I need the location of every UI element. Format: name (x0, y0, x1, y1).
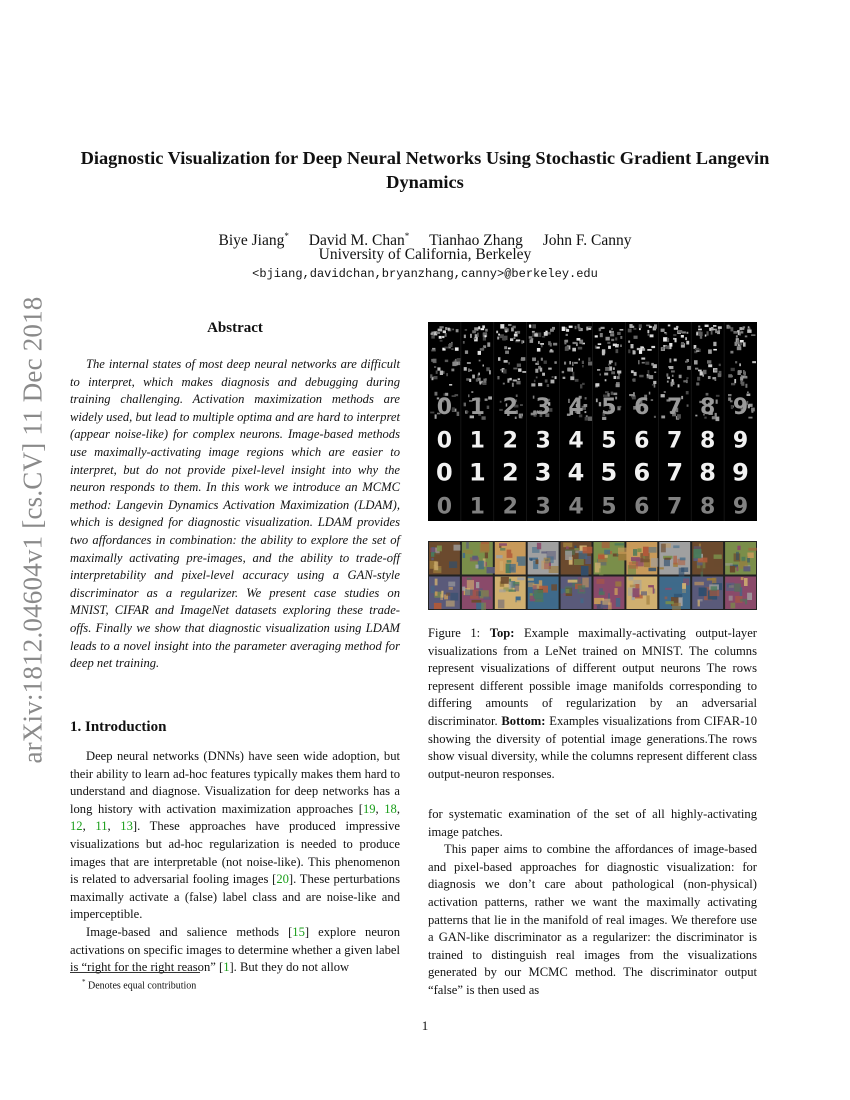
svg-text:0: 0 (436, 458, 453, 487)
mnist-cell (568, 428, 583, 453)
footnote-rule (70, 972, 200, 973)
abstract-heading: Abstract (207, 320, 263, 336)
svg-text:5: 5 (601, 428, 617, 454)
svg-text:1: 1 (469, 494, 485, 520)
figure-caption: Figure 1: Top: Example maximally-activating output-layer visualizations from a LeNet trained on MNIST. The columns represent visualizations of different output neurons The rows represent different possible image manifolds corresponding to differing amounts of regularization by an adversarial discriminator. Bottom: Examples visualizations from CIFAR-10 showing the diversity of potential image generations.The rows show visual diversity, while the columns represent different class output-neuron responses. (428, 626, 757, 781)
mnist-cell (535, 428, 550, 453)
author: Tianhao Zhang (429, 232, 523, 250)
mnist-cell (700, 495, 715, 520)
cifar-cell (594, 577, 625, 610)
author: John F. Canny (542, 232, 632, 250)
cifar-cell (429, 542, 460, 575)
svg-text:7: 7 (666, 458, 684, 487)
cifar-cell (594, 542, 628, 575)
mnist-cell (733, 428, 748, 453)
mnist-cell (470, 428, 485, 453)
svg-text:2: 2 (502, 428, 518, 454)
svg-text:1: 1 (468, 458, 486, 487)
mnist-cell (733, 495, 748, 520)
figure-cifar-grid (428, 541, 757, 610)
svg-text:7: 7 (667, 494, 683, 520)
affiliation: University of California, Berkeley (318, 246, 532, 263)
citation-link[interactable]: 15 (292, 924, 305, 939)
mnist-cell (503, 495, 518, 520)
cifar-cell (462, 542, 497, 575)
citation-link[interactable]: 12 (70, 819, 83, 834)
svg-text:5: 5 (600, 458, 618, 487)
svg-text:0: 0 (436, 395, 453, 421)
abstract-body: The internal states of most deep neural networks are difficult to interpret, which makes diagnosis and debugging during training challenging. Activation maximization methods are widely used, but lead to multiple optima and are hard to interpret (appear noise-like) for complex neurons. Image-based methods use maximally-activating image regions which are easier to interpret, but do not provide pixel-level insight into why the neuron responds to them. In this work we introduce an MCMC method: Langevin Dynamics Activation Maximization (LDAM), which is designed for diagnostic visualization. LDAM provides two affordances in combination: the ability to explore the set of maximally activating pre-images, and the ability to trade-off interpretability and pixel-level accuracy using a GAN-style discriminator as a regularizer. We present case studies on MNIST, CIFAR and ImageNet datasets exploring these trade-offs. Finally we show that diagnostic visualization using LDAM leads to a novel insight into the parameter averaging method for deep net training. (70, 357, 400, 671)
svg-text:5: 5 (601, 395, 617, 421)
svg-text:0: 0 (436, 494, 453, 520)
svg-text:6: 6 (633, 458, 651, 487)
figure-mnist-grid (428, 322, 757, 521)
mnist-cell (601, 495, 616, 520)
svg-text:4: 4 (568, 428, 584, 454)
svg-text:2: 2 (501, 458, 519, 487)
svg-text:4: 4 (567, 458, 585, 487)
cifar-cell (626, 542, 658, 575)
mnist-cell (667, 495, 682, 520)
mnist-cell (732, 459, 749, 487)
cifar-cell (462, 577, 493, 611)
citation-link[interactable]: 18 (384, 801, 397, 816)
body-paragraph: This paper aims to combine the affordances of image-based and pixel-based approaches for diagnostic visualization: for diagnosis we don’t care about pathological (non-physical) activation patterns, rather we want the maximally activating patterns that lie in the manifold of real images. We therefore use a GAN-like discriminator as a regularizer: the discriminator is trained to distinguish real images from the visualizations generated by our MCMC method. The discriminator output “false” is then used as (428, 842, 757, 997)
author: David M. Chan* (308, 231, 410, 250)
svg-text:7: 7 (667, 395, 683, 421)
svg-text:3: 3 (535, 494, 551, 520)
mnist-cell (503, 428, 518, 453)
cifar-cell (692, 577, 723, 610)
svg-text:8: 8 (699, 494, 716, 520)
cifar-cell (528, 577, 559, 610)
cifar-cell (495, 577, 526, 610)
mnist-cell (666, 459, 683, 487)
svg-text:3: 3 (535, 395, 551, 421)
mnist-cell (437, 495, 452, 520)
mnist-cell (470, 495, 485, 520)
mnist-cell (437, 428, 452, 453)
cifar-cell (528, 542, 559, 575)
svg-text:4: 4 (568, 494, 584, 520)
svg-text:9: 9 (732, 494, 749, 520)
cifar-cell (626, 577, 657, 610)
introduction-body (70, 748, 400, 977)
mnist-cell (535, 495, 550, 520)
svg-text:4: 4 (568, 395, 584, 421)
svg-text:2: 2 (502, 494, 518, 520)
page-number: 1 (421, 1018, 429, 1033)
mnist-cell (667, 428, 682, 453)
svg-text:6: 6 (634, 395, 650, 421)
arxiv-stamp: arXiv:1812.04604v1 [cs.CV] 11 Dec 2018 (17, 296, 48, 764)
mnist-cell (699, 459, 716, 487)
svg-text:5: 5 (601, 494, 617, 520)
citation-link[interactable]: 1 (223, 960, 230, 975)
svg-text:7: 7 (667, 428, 683, 454)
citation-link[interactable]: 13 (120, 819, 133, 834)
author: Biye Jiang* (218, 231, 289, 250)
svg-text:3: 3 (535, 428, 551, 454)
cifar-cell (429, 577, 460, 610)
mnist-cell (601, 428, 616, 453)
cifar-cell (561, 542, 593, 576)
section-heading-introduction: 1. Introduction (70, 719, 167, 735)
mnist-cell (436, 459, 453, 487)
cifar-cell (561, 577, 592, 610)
svg-text:8: 8 (699, 428, 716, 454)
paper-title: Diagnostic Visualization for Deep Neural Networks Using Stochastic Gradient Langevin Dynamics (80, 148, 770, 192)
svg-text:8: 8 (699, 395, 716, 421)
mnist-cell (502, 459, 519, 487)
mnist-cell (601, 459, 618, 487)
svg-text:3: 3 (534, 458, 552, 487)
citation-link[interactable]: 19 (362, 801, 376, 816)
mnist-cell (469, 459, 486, 487)
body-paragraph: for systematic examination of the set of all highly-activating image patches. (428, 807, 757, 839)
mnist-cell (633, 459, 650, 487)
svg-text:0: 0 (436, 428, 453, 454)
mnist-cell (634, 428, 649, 453)
svg-text:6: 6 (634, 494, 650, 520)
svg-text:8: 8 (699, 458, 716, 487)
citation-link[interactable]: 11 (95, 819, 108, 834)
cifar-cell (495, 542, 526, 575)
cifar-cell (659, 542, 690, 576)
svg-text:2: 2 (502, 395, 518, 421)
cifar-cell (659, 577, 690, 611)
email-list: <bjiang,davidchan,bryanzhang,canny>@berkeley.edu (252, 267, 598, 281)
intro-paragraph: Image-based and salience methods [15] explore neuron activations on specific images to determine whether a given label is “right for the right reason” [1]. But they do not allow (70, 924, 400, 975)
mnist-cell (568, 459, 585, 487)
mnist-cell (700, 428, 715, 453)
intro-paragraph: Deep neural networks (DNNs) have seen wide adoption, but their ability to learn ad-hoc features typically makes them hard to understand and diagnose. Visualization for deep networks has a long history with activation maximization approaches [19, 18, 12, 11, 13]. These approaches have produced impressive visualizations but ad-hoc regularization is needed to produce images that are interpretable (not noise-like). This phenomenon is related to adversarial fooling images [20]. These perturbations maximally activate a (false) label class and are noise-like and imperceptible. (70, 749, 401, 922)
right-column-body (428, 806, 757, 1000)
svg-text:1: 1 (469, 395, 485, 421)
mnist-cell (634, 495, 649, 520)
cifar-cell (692, 542, 723, 578)
svg-text:9: 9 (732, 395, 749, 421)
mnist-cell (568, 495, 583, 520)
svg-text:9: 9 (732, 428, 749, 454)
footnote: * Denotes equal contribution (82, 978, 197, 992)
cifar-cell (725, 577, 756, 610)
svg-text:6: 6 (634, 428, 650, 454)
mnist-cell (535, 459, 552, 487)
svg-text:9: 9 (732, 458, 749, 487)
cifar-cell (725, 542, 757, 575)
svg-text:1: 1 (469, 428, 485, 454)
citation-link[interactable]: 20 (276, 872, 289, 887)
